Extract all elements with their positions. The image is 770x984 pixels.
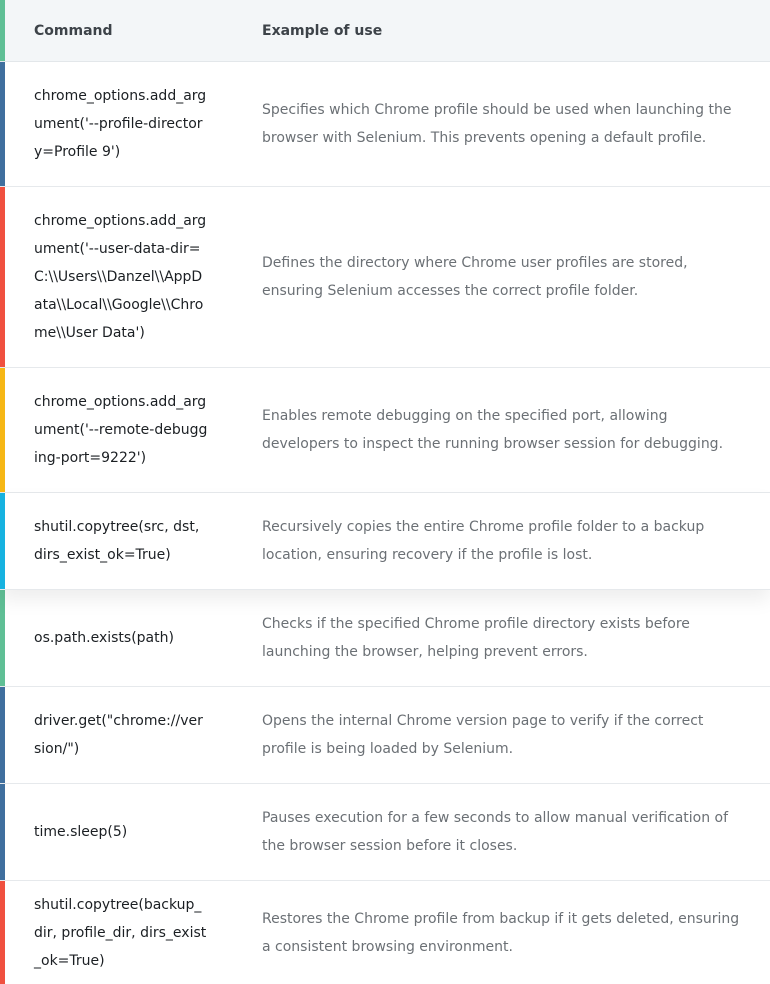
table-row — [0, 62, 770, 187]
description-cell: Recursively copies the entire Chrome profile folder to a backup location, ensuring recovery if the profile is lost. — [262, 519, 705, 563]
description-cell: Restores the Chrome profile from backup if it gets deleted, ensuring a consistent browsing environment. — [262, 911, 740, 955]
command-cell: driver.get("chrome://version/") — [34, 713, 203, 757]
table-row — [0, 368, 770, 493]
description-cell: Defines the directory where Chrome user profiles are stored, ensuring Selenium accesses the correct profile folder. — [262, 255, 688, 299]
command-cell: shutil.copytree(backup_dir, profile_dir, dirs_exist_ok=True) — [34, 897, 207, 969]
column-header-example: Example of use — [262, 22, 383, 39]
table-header — [0, 0, 770, 62]
command-cell: os.path.exists(path) — [34, 630, 174, 646]
row-accent-bar — [0, 0, 5, 61]
command-cell: shutil.copytree(src, dst, dirs_exist_ok=True) — [34, 519, 200, 563]
row-accent-bar — [0, 687, 5, 783]
row-accent-bar — [0, 62, 5, 186]
table-row — [0, 881, 770, 984]
command-cell: chrome_options.add_argument('--profile-directory=Profile 9') — [34, 88, 207, 160]
table-row — [0, 493, 770, 590]
command-cell: chrome_options.add_argument('--user-data-dir=C:\\Users\\Danzel\\AppData\\Local\\Google\\Chrome\\User Data') — [34, 213, 207, 341]
description-cell: Opens the internal Chrome version page to verify if the correct profile is being loaded by Selenium. — [262, 713, 704, 757]
table-row — [0, 784, 770, 881]
table-row — [0, 687, 770, 784]
command-cell: chrome_options.add_argument('--remote-debugging-port=9222') — [34, 394, 208, 466]
table-row — [0, 590, 770, 687]
table-row — [0, 187, 770, 368]
command-cell: time.sleep(5) — [34, 824, 128, 840]
description-cell: Checks if the specified Chrome profile directory exists before launching the browser, helping prevent errors. — [262, 616, 690, 660]
row-accent-bar — [0, 784, 5, 880]
row-accent-bar — [0, 881, 5, 984]
description-cell: Enables remote debugging on the specified port, allowing developers to inspect the running browser session for debugging. — [262, 408, 724, 452]
row-accent-bar — [0, 368, 5, 492]
column-header-command: Command — [34, 22, 113, 39]
description-cell: Specifies which Chrome profile should be used when launching the browser with Selenium. This prevents opening a default profile. — [262, 102, 732, 146]
description-cell: Pauses execution for a few seconds to allow manual verification of the browser session before it closes. — [262, 810, 729, 854]
row-accent-bar — [0, 187, 5, 367]
row-accent-bar — [0, 493, 5, 589]
row-accent-bar — [0, 590, 5, 686]
